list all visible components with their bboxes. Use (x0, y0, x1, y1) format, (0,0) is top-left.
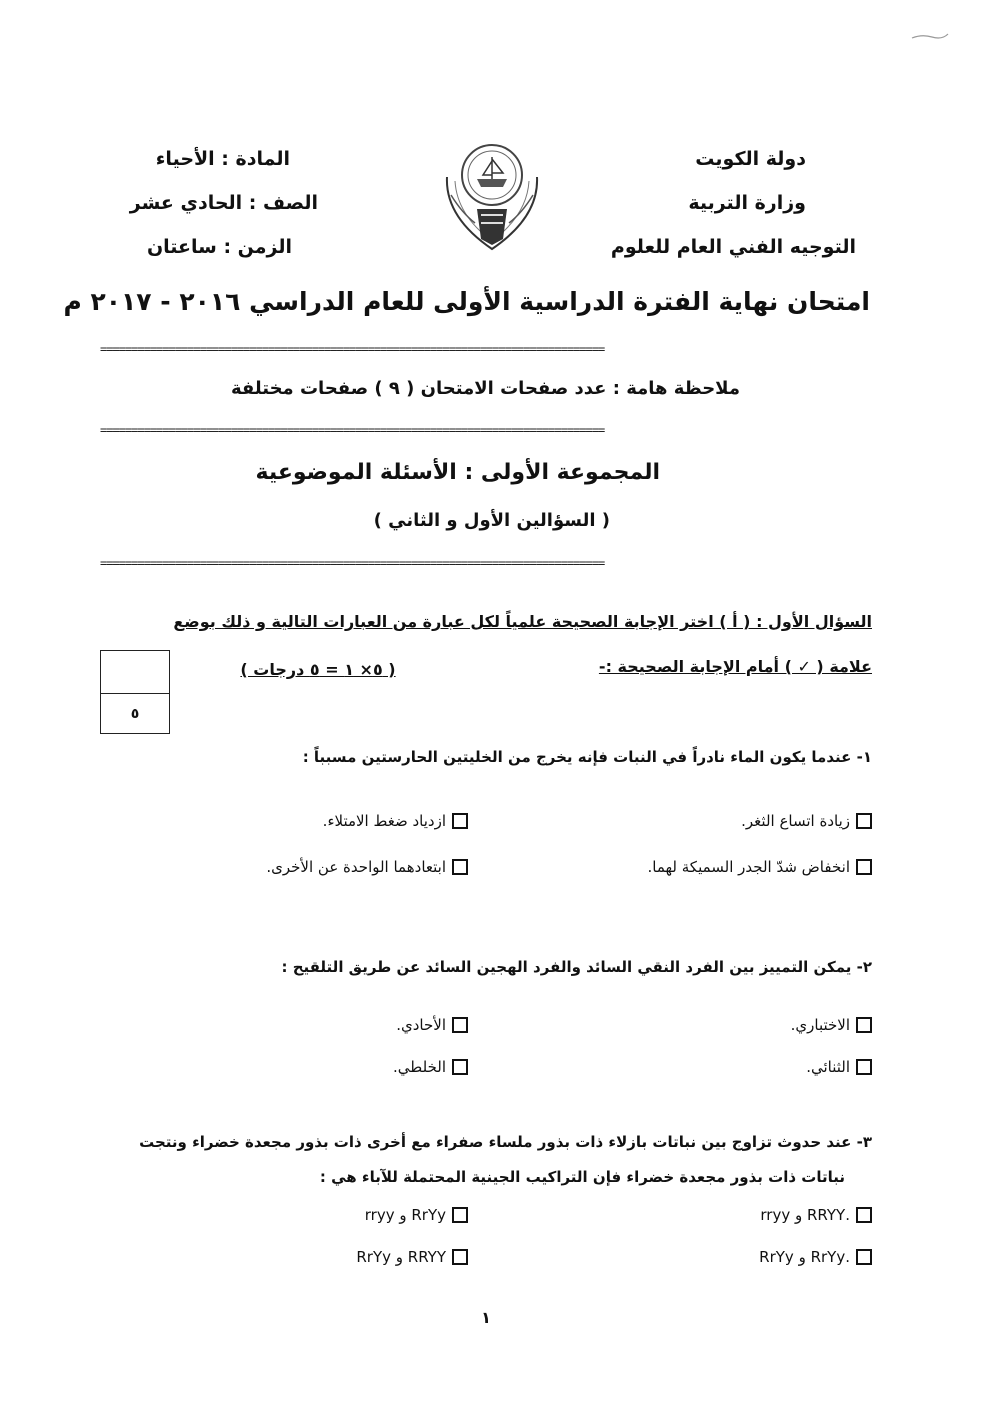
item3-option-d[interactable] (310, 1248, 468, 1266)
item1-stem: ١- عندما يكون الماء نادراً في النبات فإنه يخرج من الخليتين الحارستين مسبباً : (302, 748, 872, 766)
item3-stem-cont: نباتات ذات بذور مجعدة خضراء فإن التراكيب الجينية المحتملة للآباء هي : (319, 1168, 845, 1186)
header-ministry: وزارة التربية (688, 192, 806, 214)
item3-stem: ٣- عند حدوث تزاوج بين نباتات بازلاء ذات بذور ملساء صفراء مع أخرى ذات بذور مجعدة خضراء ونتجت (139, 1133, 872, 1151)
group-subtitle: ( السؤالين الأول و الثاني ) (373, 510, 610, 531)
option-label: .RRYY و rryy (760, 1206, 850, 1224)
item1-option-a[interactable] (690, 812, 872, 830)
question1-instruction-cont: علامة ( ✓ ) أمام الإجابة الصحيحة :- (598, 657, 872, 676)
score-box (100, 650, 170, 734)
option-label: RRYY و RrYy (356, 1248, 446, 1266)
checkbox[interactable] (452, 1249, 468, 1265)
item3-option-a[interactable] (700, 1206, 872, 1224)
checkbox[interactable] (452, 1207, 468, 1223)
checkbox[interactable] (856, 1207, 872, 1223)
header-country: دولة الكويت (695, 148, 806, 170)
option-label: ابتعادهما الواحدة عن الأخرى. (266, 858, 446, 876)
checkbox[interactable] (856, 1059, 872, 1075)
item1-option-b[interactable] (272, 812, 468, 830)
item2-option-d[interactable] (360, 1058, 468, 1076)
exam-title: امتحان نهاية الفترة الدراسية الأولى للعام الدراسي ٢٠١٦ - ٢٠١٧ م (63, 287, 870, 316)
separator-line: ================================================================================= (100, 556, 605, 570)
checkbox[interactable] (856, 859, 872, 875)
option-label: انخفاض شدّ الجدر السميكة لهما. (647, 858, 850, 876)
option-label: الاختباري. (790, 1016, 850, 1034)
item1-option-c[interactable] (600, 858, 872, 876)
question1-instruction: السؤال الأول : ( أ ) اختر الإجابة الصحيحة علمياً لكل عبارة من العبارات التالية و ذلك بوضع (173, 612, 872, 631)
question1-marks: ( ٥× ١ = ٥ درجات ) (240, 660, 396, 679)
score-value: ٥ (130, 706, 140, 722)
option-label: الخلطي. (393, 1058, 446, 1076)
option-label: الأحادي. (396, 1016, 446, 1034)
item3-option-b[interactable] (320, 1206, 468, 1224)
item2-option-b[interactable] (360, 1016, 468, 1034)
header-department: التوجيه الفني العام للعلوم (610, 236, 856, 258)
separator-line: ================================================================================= (100, 342, 605, 356)
kuwait-emblem-icon (437, 137, 547, 257)
checkbox[interactable] (452, 813, 468, 829)
checkbox[interactable] (856, 1017, 872, 1033)
option-label: ازدياد ضغط الامتلاء. (322, 812, 446, 830)
option-label: الثنائي. (806, 1058, 850, 1076)
checkbox[interactable] (452, 1059, 468, 1075)
option-label: RrYy و rryy (364, 1206, 446, 1224)
page-number: ١ (481, 1308, 491, 1327)
checkbox[interactable] (452, 859, 468, 875)
option-label: .RrYy و RrYy (759, 1248, 850, 1266)
header-subject: المادة : الأحياء (155, 148, 290, 170)
checkbox[interactable] (452, 1017, 468, 1033)
group-title: المجموعة الأولى : الأسئلة الموضوعية (255, 460, 660, 485)
checkbox[interactable] (856, 1249, 872, 1265)
important-note: ملاحظة هامة : عدد صفحات الامتحان ( ٩ ) صفحات مختلفة (231, 378, 740, 399)
item3-option-c[interactable] (700, 1248, 872, 1266)
checkbox[interactable] (856, 813, 872, 829)
header-grade: الصف : الحادي عشر (129, 192, 318, 214)
item1-option-d[interactable] (222, 858, 468, 876)
header-time: الزمن : ساعتان (146, 236, 292, 258)
corner-mark (910, 30, 950, 42)
item2-stem: ٢- يمكن التمييز بين الفرد النقي السائد والفرد الهجين السائد عن طريق التلقيح : (281, 958, 872, 976)
item2-option-a[interactable] (730, 1016, 872, 1034)
item2-option-c[interactable] (760, 1058, 872, 1076)
option-label: زيادة اتساع الثغر. (741, 812, 850, 830)
separator-line: ================================================================================= (100, 423, 605, 437)
